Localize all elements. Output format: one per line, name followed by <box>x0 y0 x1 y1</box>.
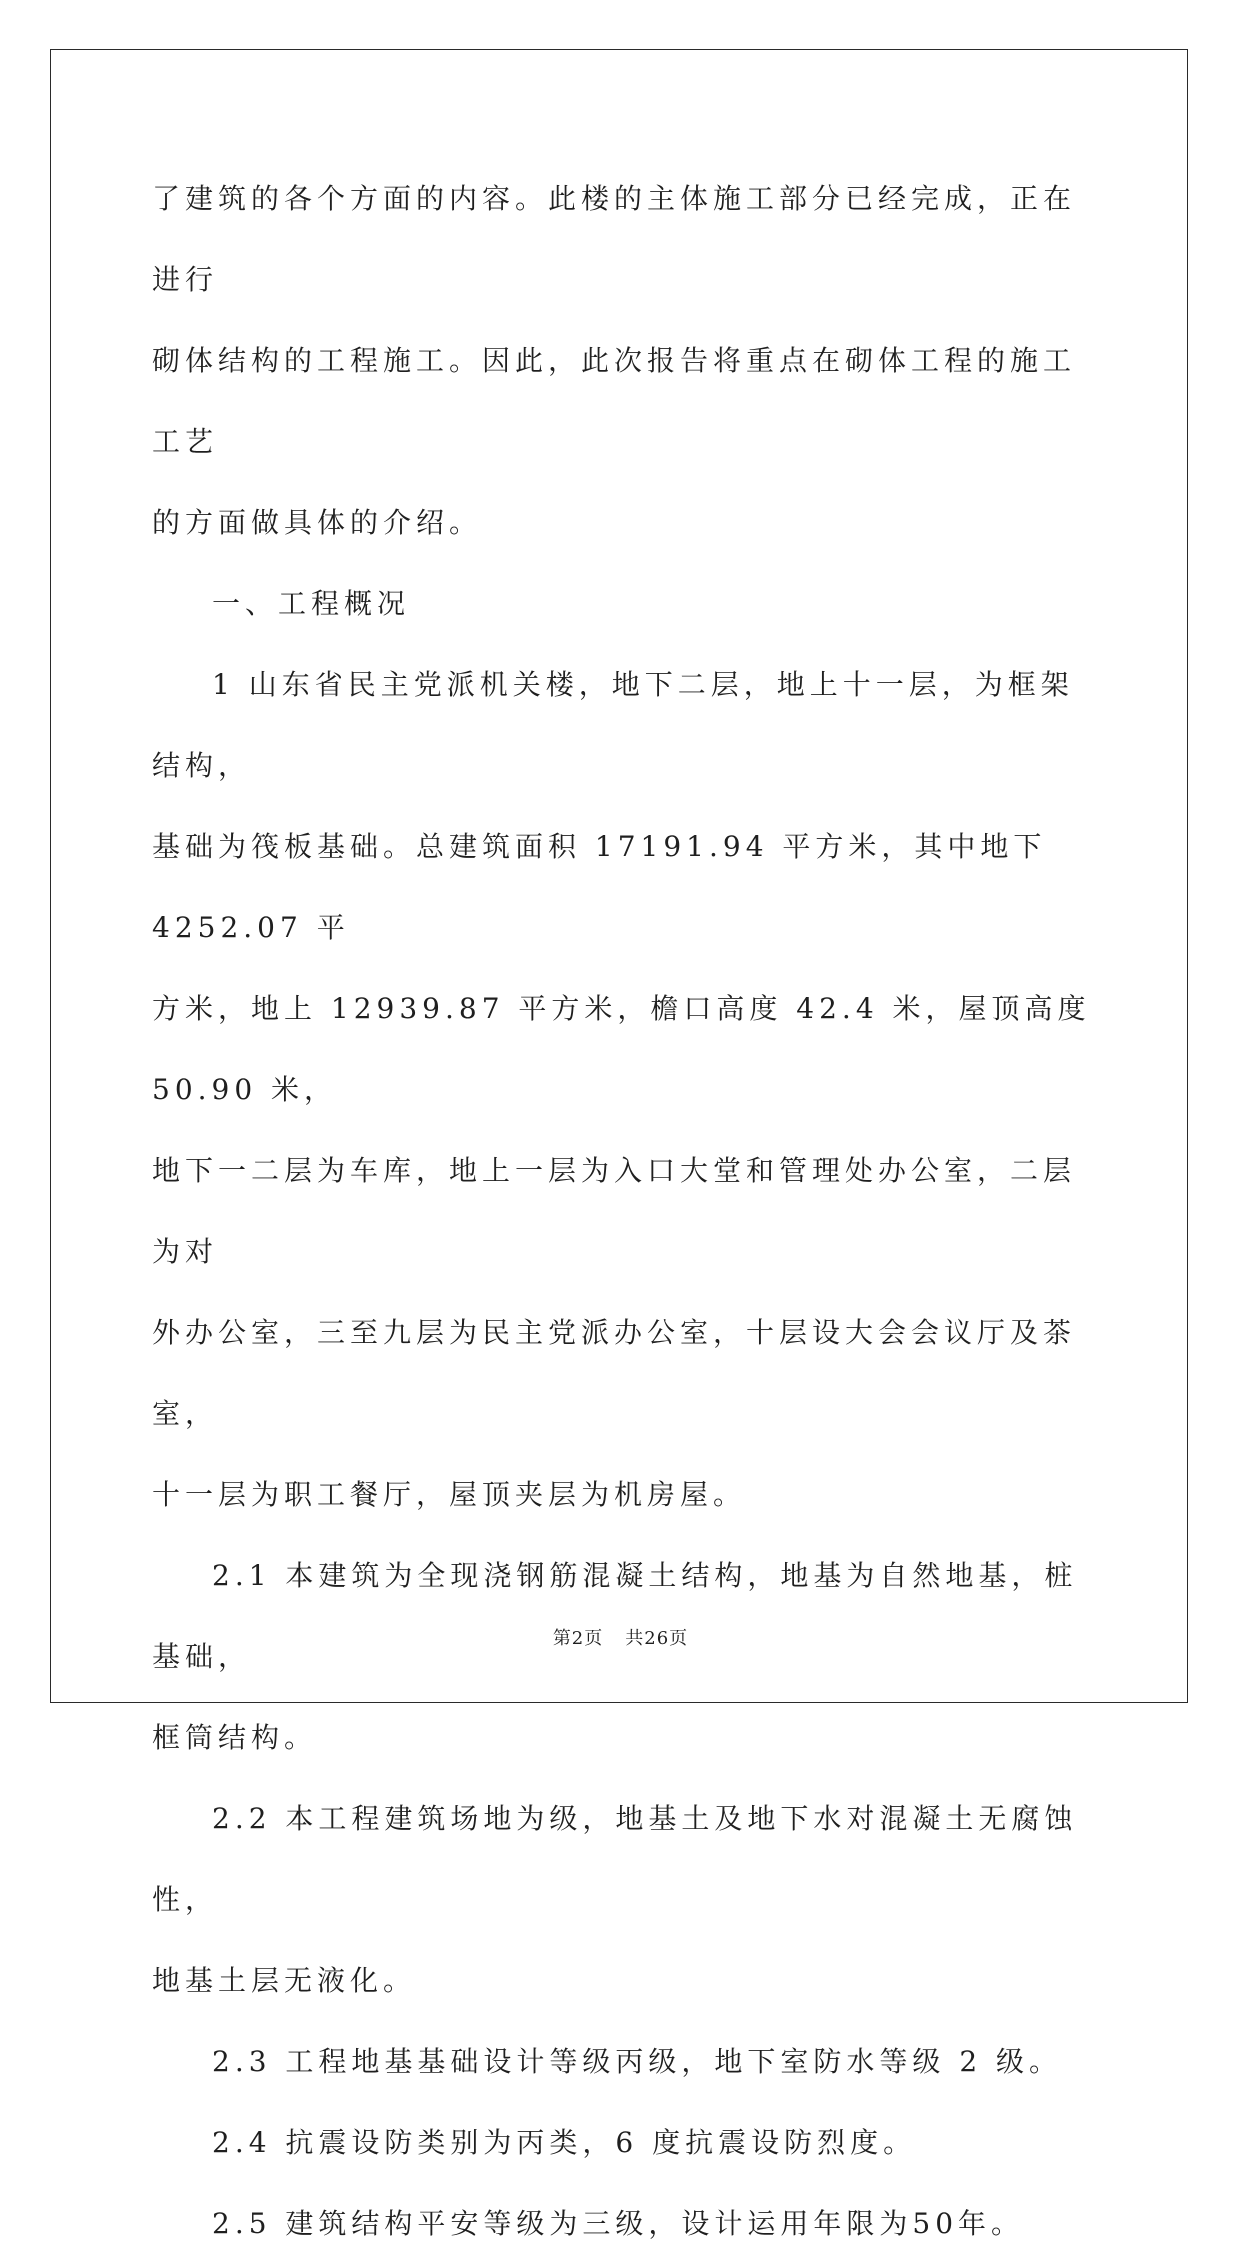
text-line: 框筒结构。 <box>152 1721 318 1754</box>
text-line: 2.5 建筑结构平安等级为三级，设计运用年限为50年。 <box>212 2207 1025 2240</box>
text-line: 了建筑的各个方面的内容。此楼的主体施工部分已经完成，正在进行 <box>152 182 1077 296</box>
text-line: 砌体结构的工程施工。因此，此次报告将重点在砌体工程的施工工艺 <box>152 344 1077 458</box>
text-line: 一、工程概况 <box>212 587 411 620</box>
text-line: 地下一二层为车库，地上一层为入口大堂和管理处办公室，二层为对 <box>152 1154 1077 1268</box>
text-line: 基础为筏板基础。总建筑面积 17191.94 平方米，其中地下 4252.07 平 <box>152 830 1061 944</box>
page-number: 第2页 <box>552 1628 604 1649</box>
text-line: 地基土层无液化。 <box>152 1964 417 1997</box>
document-body <box>152 158 1105 2264</box>
text-line: 的方面做具体的介绍。 <box>152 506 483 539</box>
page-footer <box>0 1624 1241 1650</box>
text-line: 2.1 本建筑为全现浇钢筋混凝土结构，地基为自然地基，桩基础， <box>152 1559 1078 1673</box>
text-line: 十一层为职工餐厅，屋顶夹层为机房屋。 <box>152 1478 747 1511</box>
text-line: 2.2 本工程建筑场地为级，地基土及地下水对混凝土无腐蚀性， <box>152 1802 1078 1916</box>
text-line: 1 山东省民主党派机关楼，地下二层，地上十一层，为框架结构， <box>152 668 1074 782</box>
text-line: 外办公室，三至九层为民主党派办公室，十层设大会会议厅及茶室， <box>152 1316 1077 1430</box>
page-total: 共26页 <box>625 1628 689 1649</box>
text-line: 2.4 抗震设防类别为丙类，6 度抗震设防烈度。 <box>212 2126 917 2159</box>
text-line: 2.3 工程地基基础设计等级丙级，地下室防水等级 2 级。 <box>212 2045 1063 2078</box>
text-line: 方米，地上 12939.87 平方米，檐口高度 42.4 米，屋顶高度 50.90 米， <box>152 992 1105 1106</box>
